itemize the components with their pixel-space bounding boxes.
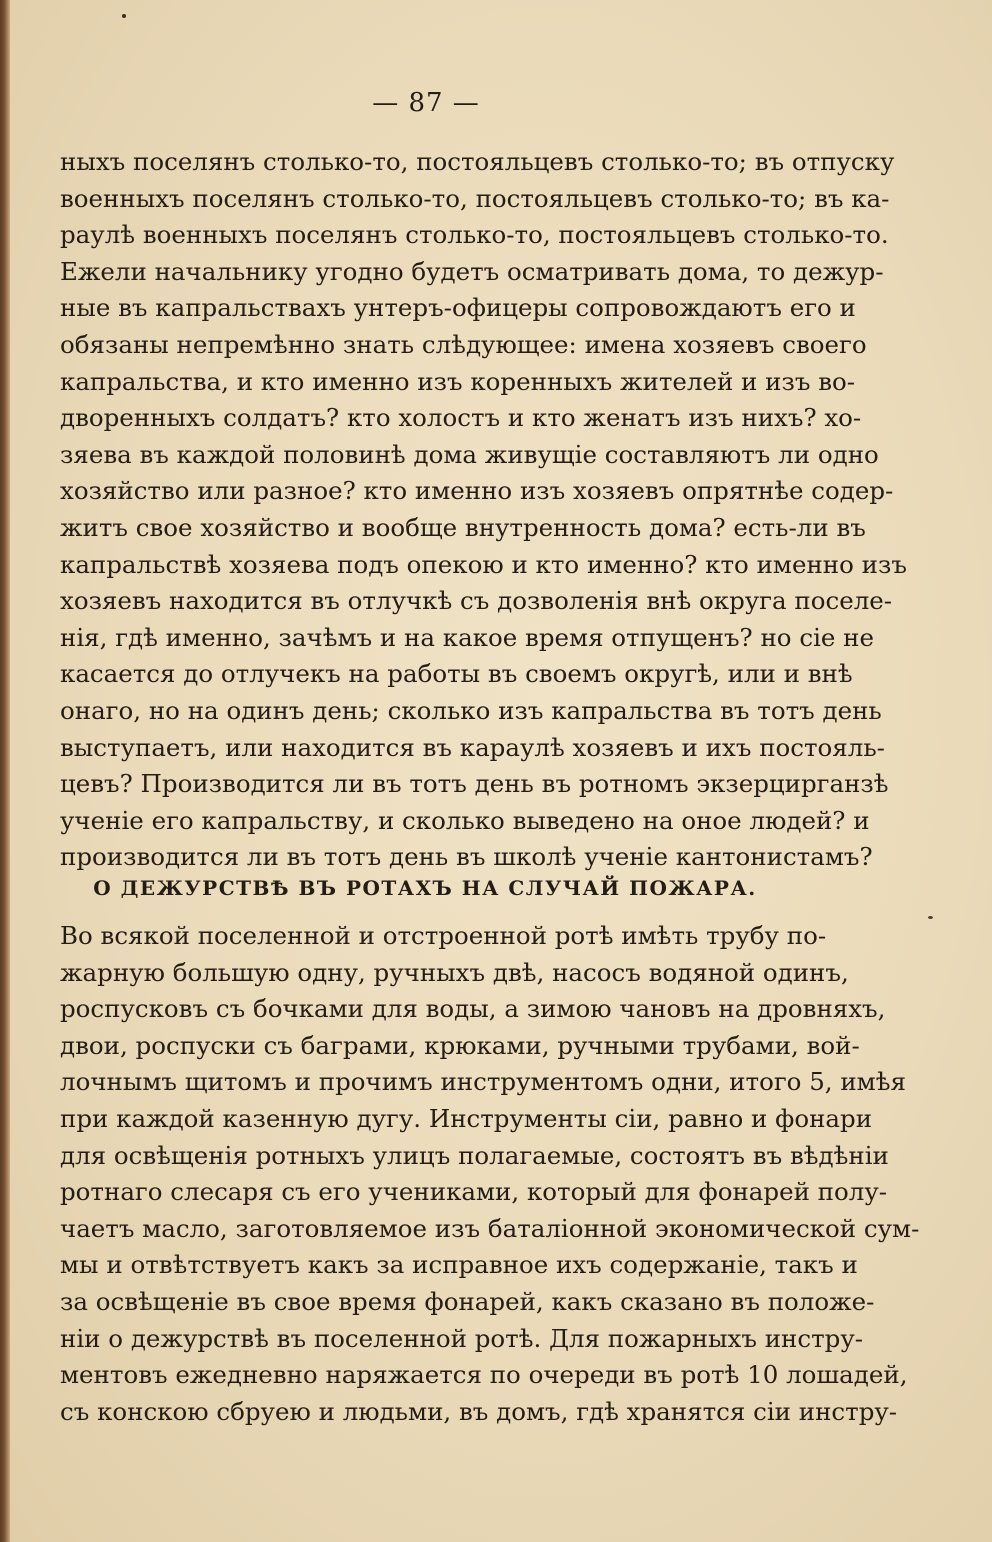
text-line: касается до отлучекъ на работы въ своемъ округѣ, или и внѣ xyxy=(60,659,853,689)
text-line: двои, роспуски съ баграми, крюками, ручными трубами, вой- xyxy=(60,1030,860,1060)
text-line: производится ли въ тотъ день въ школѣ ученіе кантонистамъ? xyxy=(60,842,873,872)
text-line: обязаны непремѣнно знать слѣдующее: имена хозяевъ своего xyxy=(60,329,867,359)
text-line: раулѣ военныхъ поселянъ столько-то, постояльцевъ столько-то. xyxy=(60,220,889,250)
text-line: хозяевъ находится въ отлучкѣ съ дозволенія внѣ округа поселе- xyxy=(60,586,893,616)
text-line: при каждой казенную дугу. Инструменты сіи, равно и фонари xyxy=(60,1103,873,1133)
text-line: ментовъ ежедневно наряжается по очереди въ ротѣ 10 лошадей, xyxy=(60,1360,908,1390)
section-heading: О ДЕЖУРСТВѢ ВЪ РОТАХЪ НА СЛУЧАЙ ПОЖАРА. xyxy=(93,876,757,900)
text-line: Ежели начальнику угодно будетъ осматривать дома, то дежур- xyxy=(60,256,884,286)
text-line: выступаетъ, или находится въ караулѣ хозяевъ и ихъ постояль- xyxy=(60,732,885,762)
text-line: капральства, и кто именно изъ коренныхъ жителей и изъ во- xyxy=(60,366,856,396)
text-line: лочнымъ щитомъ и прочимъ инструментомъ одни, итого 5, имѣя xyxy=(60,1067,906,1097)
text-line: онаго, но на одинъ день; сколько изъ капральства въ тотъ день xyxy=(60,695,882,725)
text-line: капральствѣ хозяева подъ опекою и кто именно? кто именно изъ xyxy=(60,549,907,579)
page-number: — 87 — xyxy=(372,88,480,118)
paragraph-2 xyxy=(60,918,920,1430)
text-line: чаетъ масло, заготовляемое изъ баталіонной экономической сум- xyxy=(60,1213,920,1243)
text-line: ученіе его капральству, и сколько выведено на оное людей? и xyxy=(60,805,870,835)
text-line: для освѣщенія ротныхъ улицъ полагаемые, состоятъ въ вѣдѣніи xyxy=(60,1140,889,1170)
binding-edge xyxy=(0,0,10,1542)
text-line: зяева въ каждой половинѣ дома живущіе составляютъ ли одно xyxy=(60,439,879,469)
text-line: нія, гдѣ именно, зачѣмъ и на какое время отпущенъ? но сіе не xyxy=(60,622,875,652)
text-line: цевъ? Производится ли въ тотъ день въ ротномъ экзерцирганзѣ xyxy=(60,769,889,799)
text-line: военныхъ поселянъ столько-то, постояльцевъ столько-то; въ ка- xyxy=(60,183,890,213)
text-line: за освѣщеніе въ свое время фонарей, какъ сказано въ положе- xyxy=(60,1286,875,1316)
text-line: ротнаго слесаря съ его учениками, который для фонарей полу- xyxy=(60,1177,888,1207)
text-line: хозяйство или разное? кто именно изъ хозяевъ опрятнѣе содер- xyxy=(60,476,894,506)
ink-speck xyxy=(122,14,126,18)
text-line: роспусковъ съ бочками для воды, а зимою чановъ на дровняхъ, xyxy=(60,994,886,1024)
paragraph-1 xyxy=(60,144,907,876)
text-line: дворенныхъ солдатъ? кто холостъ и кто женатъ изъ нихъ? хо- xyxy=(60,403,862,433)
text-line: ные въ капральствахъ унтеръ-офицеры сопровождаютъ его и xyxy=(60,293,856,323)
text-line: ніи о дежурствѣ въ поселенной ротѣ. Для пожарныхъ инстру- xyxy=(60,1323,864,1353)
text-line: Во всякой поселенной и отстроенной ротѣ имѣть трубу по- xyxy=(60,921,827,950)
text-line: ныхъ поселянъ столько-то, постояльцевъ столько-то; въ отпуску xyxy=(60,147,895,176)
ink-speck xyxy=(928,916,933,919)
text-line: съ конскою сбруею и людьми, въ домъ, гдѣ хранятся сіи инстру- xyxy=(60,1396,898,1426)
text-line: мы и отвѣтствуетъ какъ за исправное ихъ содержаніе, такъ и xyxy=(60,1250,858,1280)
text-line: жарную большую одну, ручныхъ двѣ, насосъ водяной одинъ, xyxy=(60,957,849,987)
text-line: житъ свое хозяйство и вообще внутренность дома? есть-ли въ xyxy=(60,512,866,542)
